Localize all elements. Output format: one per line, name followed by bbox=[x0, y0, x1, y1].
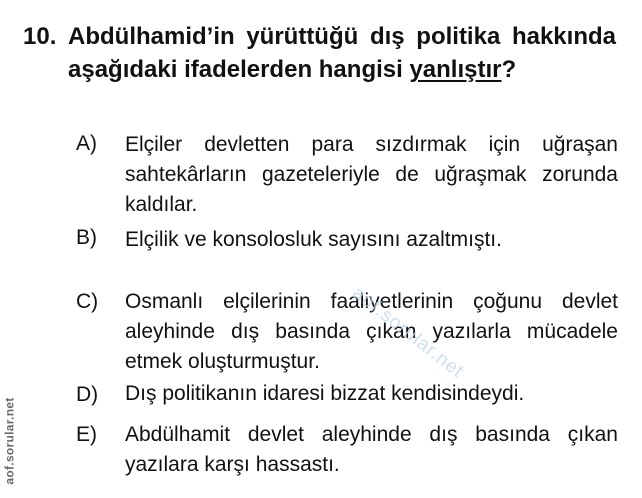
option-d-letter: D) bbox=[76, 383, 99, 406]
question-stem bbox=[68, 20, 616, 86]
option-c-letter: C) bbox=[76, 290, 99, 313]
question-stem-main: Abdülhamid’in yürüttüğü dış politika hakkında aşağıdaki ifadelerden hangisi bbox=[68, 23, 616, 83]
option-b-text: Elçilik ve konsolosluk sayısını azaltmıştı. bbox=[125, 228, 502, 251]
side-watermark-text: aof.sorular.net bbox=[3, 397, 17, 485]
diagonal-watermark: aof.sorular.net bbox=[348, 282, 468, 383]
option-a-letter: A) bbox=[76, 132, 97, 155]
question-number: 10. bbox=[23, 23, 57, 50]
option-a-text: Elçiler devletten para sızdırmak için uğraşan sahtekârların gazeteleriyle de uğraşmak zorunda kaldılar. bbox=[125, 133, 618, 216]
option-e-text: Abdülhamit devlet aleyhinde dış basında çıkan yazılara karşı hassastı. bbox=[125, 423, 618, 476]
question-stem-end: ? bbox=[501, 56, 517, 83]
option-d-text: Dış politikanın idaresi bizzat kendisindeydi. bbox=[125, 382, 525, 405]
side-watermark bbox=[2, 392, 18, 490]
option-e-letter: E) bbox=[76, 423, 97, 446]
question-negative-word: yanlıştır bbox=[409, 56, 502, 83]
option-c-text: Osmanlı elçilerinin faaliyetlerinin çoğunu devlet aleyhinde dış basında çıkan yazılarla mücadele etmek oluşturmuştur. bbox=[125, 290, 618, 373]
option-b-letter: B) bbox=[76, 226, 97, 249]
